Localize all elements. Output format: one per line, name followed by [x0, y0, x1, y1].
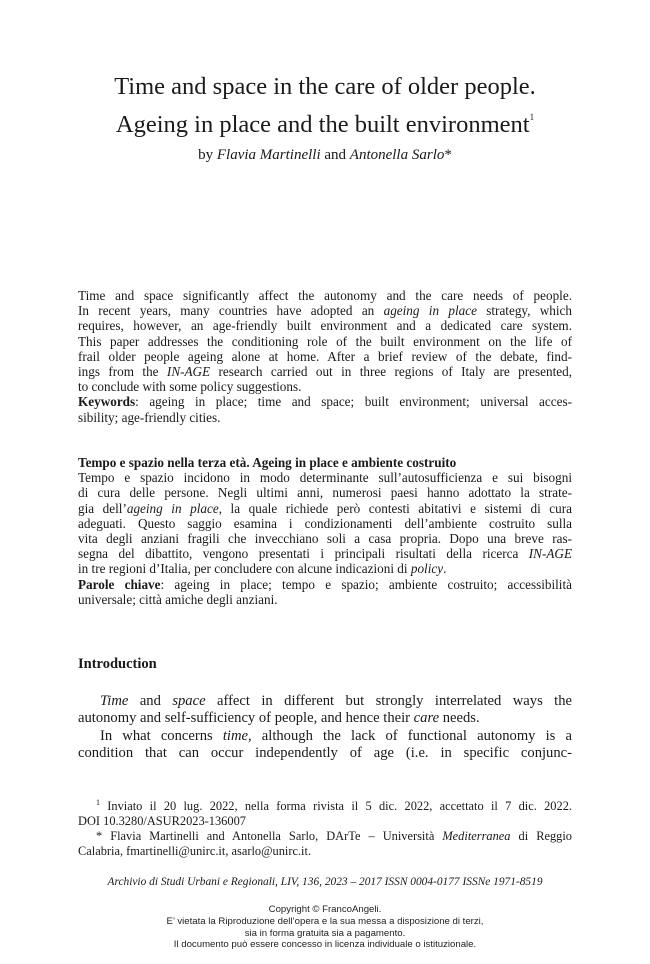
emphasis: IN-AGE: [528, 546, 572, 562]
keywords-line: sibility; age-friendly cities.: [78, 409, 221, 425]
text-span: gia dell’: [78, 500, 127, 516]
byline: [40, 147, 610, 164]
text-line: [78, 546, 572, 561]
byline-conjunction: and: [320, 147, 350, 163]
footnote-text: Inviato il 20 lug. 2022, nella forma rivista il 5 dic. 2022, accettato il 7 dic. 2022.: [100, 799, 572, 813]
emphasis: space: [172, 693, 206, 709]
abstract-italian-title: [78, 455, 572, 470]
keywords-text: : ageing in place; time and space; built environment; universal acces-: [135, 394, 572, 410]
footnote-line: [78, 829, 572, 844]
emphasis: ageing in place: [383, 303, 477, 319]
article-title-line-2: [40, 102, 610, 140]
text-line: [78, 561, 572, 576]
author-name: Flavia Martinelli: [216, 147, 321, 163]
text-span: autonomy and self-sufficiency of people, and hence their: [78, 710, 414, 727]
text-span: needs.: [439, 710, 480, 727]
title-footnote-mark: 1: [529, 112, 535, 122]
text-span: , although the lack of functional autonomy is a: [248, 727, 572, 744]
text-line: [78, 693, 572, 710]
journal-citation: Archivio di Studi Urbani e Regionali, LIV, 136, 2023 – 2017 ISSN 0004-0177 ISSNe 1971-8519: [107, 876, 543, 888]
text-line: [78, 501, 572, 516]
section-heading: Introduction: [78, 656, 157, 672]
footnote-line: DOI 10.3280/ASUR2023-136007: [78, 814, 246, 828]
text-line: Tempo e spazio incidono in modo determinante sull’autosufficienza e sui bisogni: [78, 470, 572, 486]
keywords-line: [78, 577, 572, 592]
body-text: [78, 693, 572, 763]
text-span: in tre regioni d’Italia, per concludere con alcune indicazioni di: [78, 561, 411, 577]
author-footnote-mark: *: [444, 147, 452, 163]
keywords-line: universale; città amiche degli anziani.: [78, 591, 278, 607]
text-span: In what concerns: [100, 727, 223, 744]
text-line: requires, however, an age-friendly built environment and a dedicated care system.: [78, 318, 572, 334]
copyright-line: E’ vietata la Riproduzione dell’opera e la sua messa a disposizione di terzi,: [166, 915, 484, 927]
text-line: [78, 303, 572, 318]
emphasis: time: [222, 727, 248, 744]
text-line: [78, 728, 572, 745]
emphasis: ageing in place: [126, 500, 219, 516]
text-line: di cura delle persone. Negli ultimi anni, numerosi paesi hanno adottato la strate-: [78, 485, 572, 501]
text-line: condition that can occur independently of age (i.e. in specific conjunc-: [78, 745, 572, 762]
article-title-line-1: Time and space in the care of older people.: [114, 73, 536, 100]
footnote-text: di Reggio: [510, 829, 572, 843]
abstract-italian-title-text: Tempo e spazio nella terza età. Ageing in place e ambiente costruito: [78, 455, 457, 470]
footnotes: [78, 795, 572, 859]
footnote-line: Calabria, fmartinelli@unirc.it, asarlo@unirc.it.: [78, 844, 312, 858]
text-line: to conclude with some policy suggestions.: [78, 379, 302, 395]
author-name: Antonella Sarlo: [349, 147, 445, 163]
keywords-label: Parole chiave: [78, 576, 161, 592]
text-line: [78, 364, 572, 379]
copyright-line: Copyright © FrancoAngeli.: [268, 904, 382, 915]
emphasis: IN-AGE: [166, 364, 211, 380]
keywords-label: Keywords: [78, 394, 136, 410]
emphasis: care: [413, 710, 440, 727]
copyright-notice: [40, 904, 610, 951]
text-line: vita degli anziani fragili che invecchiano soli a casa propria. Dopo una breve ras-: [78, 531, 572, 547]
text-span: research carried out in three regions of Italy are presented,: [210, 364, 572, 380]
text-line: This paper addresses the conditioning role of the built environment on the life of: [78, 333, 572, 349]
footnote-mark: 1: [96, 798, 100, 807]
footnote-text: * Flavia Martinelli and Antonella Sarlo, DArTe – Università: [96, 829, 443, 843]
text-span: , la quale richiede però contesti abitativi e sistemi di cura: [218, 500, 572, 516]
text-span: In recent years, many countries have adopted an: [78, 303, 384, 319]
article-title-text: Ageing in place and the built environment: [115, 111, 530, 138]
copyright-line: Il documento può essere concesso in licenza individuale o istituzionale.: [173, 939, 477, 951]
keywords-line: [78, 394, 572, 409]
text-line: Time and space significantly affect the autonomy and the care needs of people.: [78, 288, 572, 303]
copyright-line: sia in forma gratuita sia a pagamento.: [244, 927, 406, 939]
emphasis: policy: [410, 561, 444, 577]
text-span: ings from the: [78, 364, 167, 380]
text-line: [78, 710, 572, 727]
text-span: .: [443, 561, 447, 577]
text-span: affect in different but strongly interrelated ways the: [205, 693, 573, 709]
emphasis: Mediterranea: [442, 829, 511, 843]
footnote-line: [78, 795, 572, 814]
text-line: frail older people ageing alone at home. After a brief review of the debate, find-: [78, 348, 572, 364]
text-span: strategy, which: [476, 303, 572, 319]
emphasis: Time: [100, 693, 129, 709]
abstract-english: [78, 288, 572, 425]
text-line: adeguati. Questo saggio esamina i condizionamenti dell’ambiente costruito sulla: [78, 515, 572, 531]
abstract-italian: [78, 455, 572, 607]
keywords-text: : ageing in place; tempo e spazio; ambiente costruito; accessibilità: [160, 576, 572, 592]
byline-prefix: by: [198, 147, 217, 163]
text-span: segna del dibattito, vengono presentati i principali risultati della ricerca: [78, 546, 529, 562]
text-span: and: [128, 693, 173, 709]
